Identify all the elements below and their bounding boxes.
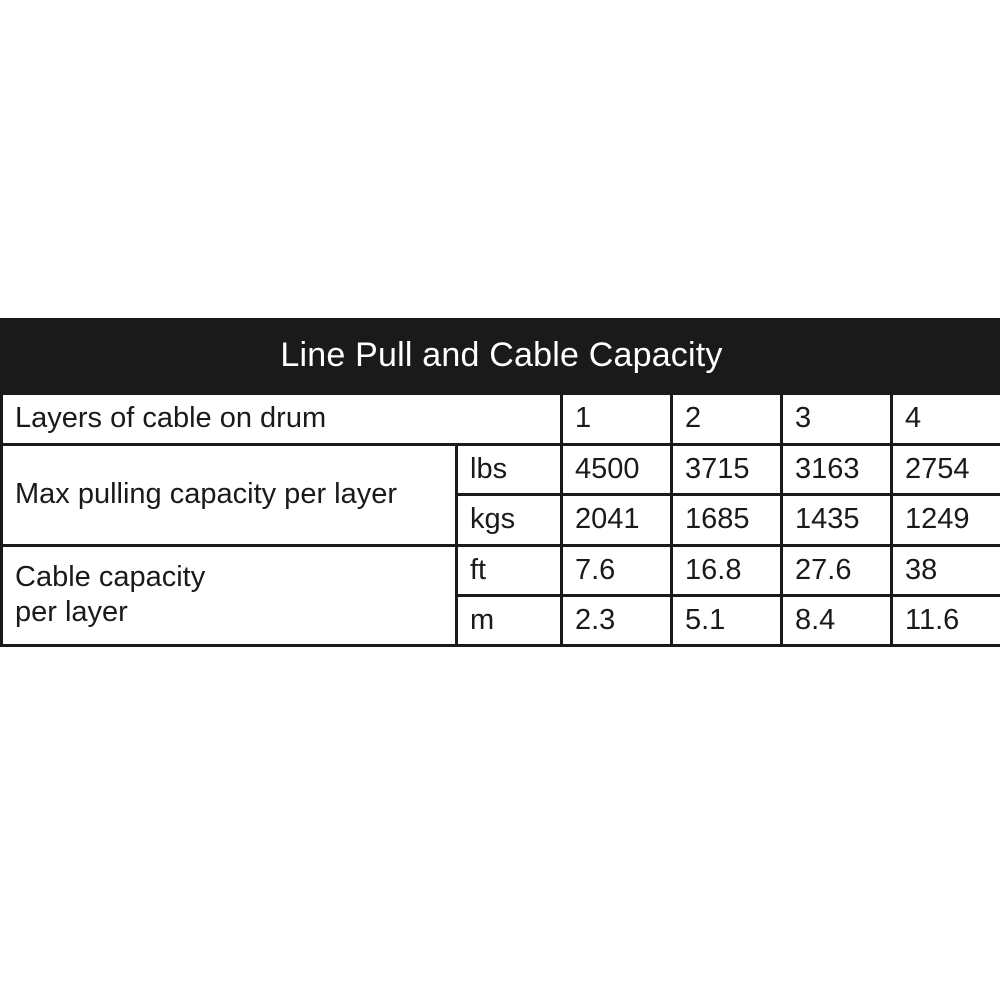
- unit-ft: ft: [457, 545, 562, 595]
- line-pull-cable-capacity-table: [0, 318, 1000, 647]
- pull-kgs-layer-2: 1685: [672, 495, 782, 545]
- capacity-m-layer-4: 11.6: [892, 595, 1000, 645]
- cable-capacity-label-line1: Cable capacity: [15, 561, 206, 594]
- layer-column-header-2: 2: [672, 394, 782, 444]
- pull-kgs-layer-4: 1249: [892, 495, 1000, 545]
- spec-table-container: [0, 318, 1000, 647]
- cable-capacity-label: [2, 545, 457, 646]
- cable-capacity-label-line2: per layer: [15, 596, 128, 629]
- pull-lbs-layer-2: 3715: [672, 444, 782, 494]
- capacity-m-layer-2: 5.1: [672, 595, 782, 645]
- capacity-m-layer-3: 8.4: [782, 595, 892, 645]
- layers-row-label: Layers of cable on drum: [2, 394, 562, 444]
- table-row-layers: [2, 394, 1000, 444]
- layer-column-header-1: 1: [562, 394, 672, 444]
- unit-kgs: kgs: [457, 495, 562, 545]
- capacity-ft-layer-1: 7.6: [562, 545, 672, 595]
- layer-column-header-4: 4: [892, 394, 1000, 444]
- pull-kgs-layer-3: 1435: [782, 495, 892, 545]
- pull-lbs-layer-4: 2754: [892, 444, 1000, 494]
- capacity-ft-layer-2: 16.8: [672, 545, 782, 595]
- pull-lbs-layer-3: 3163: [782, 444, 892, 494]
- table-title-row: [2, 320, 1000, 394]
- unit-m: m: [457, 595, 562, 645]
- max-pulling-capacity-label: Max pulling capacity per layer: [2, 444, 457, 545]
- table-title: Line Pull and Cable Capacity: [2, 320, 1000, 394]
- pull-kgs-layer-1: 2041: [562, 495, 672, 545]
- table-row-pull-lbs: [2, 444, 1000, 494]
- unit-lbs: lbs: [457, 444, 562, 494]
- layer-column-header-3: 3: [782, 394, 892, 444]
- pull-lbs-layer-1: 4500: [562, 444, 672, 494]
- capacity-ft-layer-4: 38: [892, 545, 1000, 595]
- table-row-capacity-ft: [2, 545, 1000, 595]
- capacity-m-layer-1: 2.3: [562, 595, 672, 645]
- capacity-ft-layer-3: 27.6: [782, 545, 892, 595]
